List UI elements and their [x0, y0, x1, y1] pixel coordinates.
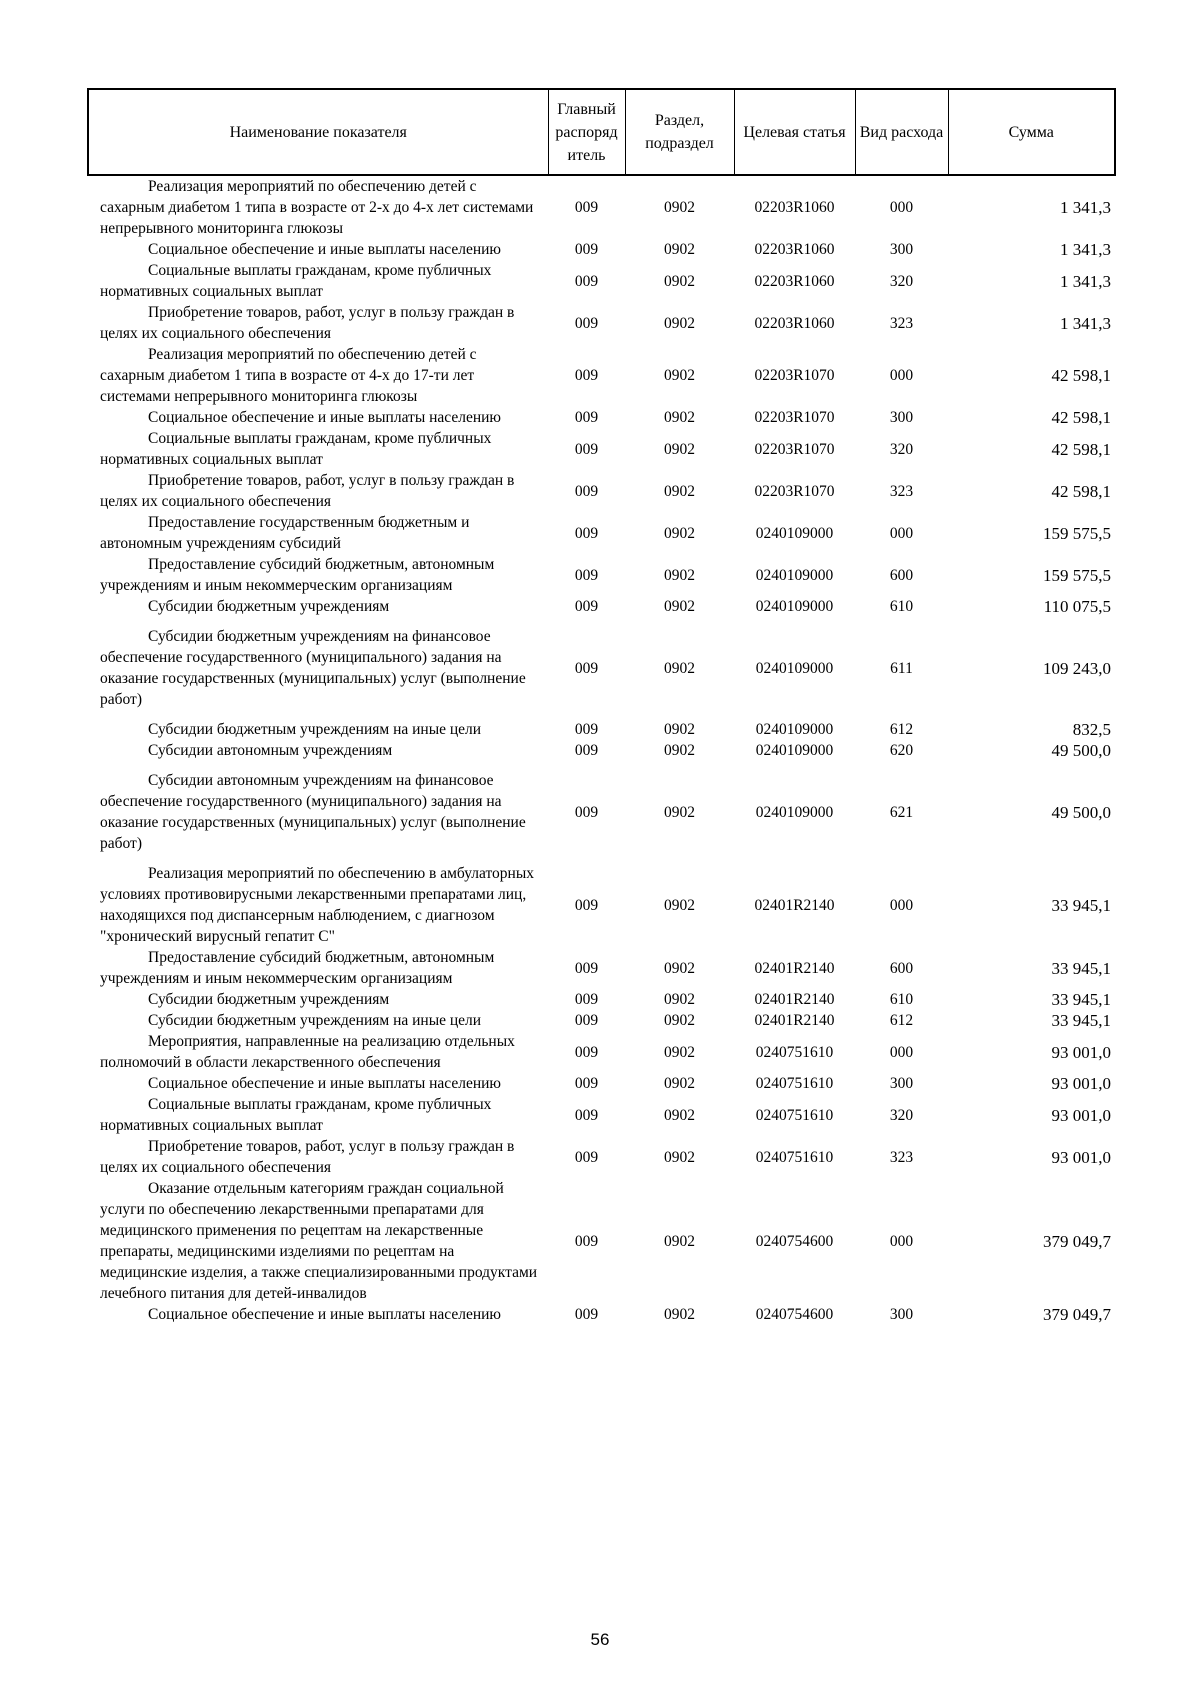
table-row	[88, 175, 1115, 239]
cell-vid: 320	[889, 440, 914, 458]
cell-name: Субсидии бюджетным учреждениям на финансовое обеспечение государственного (муниципального) задания на оказание государственных (муниципальных) услуг (выполнение работ)	[100, 628, 526, 708]
header-summa: Сумма	[948, 89, 1115, 175]
cell-vid: 000	[889, 199, 914, 216]
cell-grbs: 009	[574, 896, 599, 914]
cell-name: Оказание отдельным категориям граждан социальной услуги по обеспечению лекарственными препаратами для медицинского применения по рецептам на лекарственные препараты, медицинскими изделиями по рецептам на медицинские изделия, а также специализированными продуктами лечебного питания для детей-инвалидов	[100, 1180, 538, 1302]
cell-vid: 300	[889, 409, 914, 426]
cell-name: Приобретение товаров, работ, услуг в пользу граждан в целях их социального обеспечения	[100, 304, 515, 342]
table-row	[88, 407, 1115, 428]
cell-name: Предоставление субсидий бюджетным, автономным учреждениям и иным некоммерческим организациям	[100, 556, 495, 594]
table-row	[88, 1094, 1115, 1136]
cell-grbs: 009	[574, 803, 599, 821]
table-row	[88, 947, 1115, 989]
cell-grbs: 009	[574, 440, 599, 458]
budget-table	[87, 88, 1116, 1325]
cell-statya: 02203R1060	[754, 314, 835, 332]
table-row	[88, 596, 1115, 617]
cell-name: Субсидии бюджетным учреждениям на иные цели	[148, 721, 482, 738]
cell-grbs: 009	[574, 721, 599, 738]
table-body	[88, 175, 1115, 1325]
cell-statya: 0240751610	[755, 1043, 834, 1061]
cell-name: Субсидии бюджетным учреждениям	[148, 991, 390, 1008]
cell-razdel: 0902	[664, 803, 695, 821]
table-row	[88, 1073, 1115, 1094]
cell-statya: 0240109000	[755, 803, 834, 821]
cell-summa: 42 598,1	[1051, 439, 1111, 459]
cell-razdel: 0902	[664, 482, 695, 500]
cell-razdel: 0902	[664, 1043, 695, 1061]
cell-grbs: 009	[574, 742, 599, 759]
cell-statya: 02203R1060	[754, 199, 835, 216]
cell-vid: 600	[889, 566, 914, 584]
cell-statya: 0240751610	[755, 1148, 834, 1166]
cell-razdel: 0902	[664, 199, 695, 216]
cell-vid: 621	[889, 803, 914, 821]
cell-grbs: 009	[574, 566, 599, 584]
cell-grbs: 009	[574, 1148, 599, 1166]
cell-summa: 93 001,0	[1051, 1105, 1111, 1125]
cell-vid: 600	[889, 959, 914, 977]
cell-name: Реализация мероприятий по обеспечению в амбулаторных условиях противовирусными лекарственными препаратами лиц, находящихся под диспансерным наблюдением, с диагнозом "хронический вирусный гепатит С"	[100, 865, 535, 945]
cell-vid: 610	[889, 991, 914, 1008]
cell-vid: 611	[890, 659, 913, 677]
table-row	[88, 302, 1115, 344]
cell-razdel: 0902	[664, 721, 695, 738]
cell-summa: 33 945,1	[1051, 895, 1111, 915]
header-statya: Целевая статья	[734, 89, 855, 175]
cell-statya: 0240109000	[755, 659, 834, 677]
cell-summa: 379 049,7	[1043, 1231, 1111, 1251]
cell-statya: 02401R2140	[754, 991, 835, 1008]
cell-grbs: 009	[574, 482, 599, 500]
cell-name: Субсидии автономным учреждениям на финансовое обеспечение государственного (муниципального) задания на оказание государственных (муниципальных) услуг (выполнение работ)	[100, 772, 526, 852]
cell-statya: 02203R1070	[754, 482, 835, 500]
header-razdel: Раздел, подраздел	[625, 89, 734, 175]
cell-vid: 323	[889, 1148, 914, 1166]
cell-razdel: 0902	[664, 1075, 695, 1092]
cell-name: Социальные выплаты гражданам, кроме публичных нормативных социальных выплат	[100, 1096, 492, 1134]
cell-statya: 0240109000	[755, 524, 834, 542]
cell-name: Социальные выплаты гражданам, кроме публичных нормативных социальных выплат	[100, 262, 492, 300]
header-name: Наименование показателя	[88, 89, 548, 175]
cell-vid: 320	[889, 1106, 914, 1124]
cell-grbs: 009	[574, 409, 599, 426]
table-row	[88, 617, 1115, 719]
cell-grbs: 009	[574, 991, 599, 1008]
cell-razdel: 0902	[664, 524, 695, 542]
cell-name: Субсидии автономным учреждениям	[148, 742, 393, 759]
cell-summa: 93 001,0	[1051, 1074, 1111, 1093]
table-row	[88, 740, 1115, 761]
cell-vid: 300	[889, 1306, 914, 1323]
table-row	[88, 1010, 1115, 1031]
cell-vid: 300	[889, 241, 914, 258]
cell-summa: 49 500,0	[1051, 741, 1111, 760]
cell-summa: 110 075,5	[1043, 597, 1111, 616]
cell-razdel: 0902	[664, 659, 695, 677]
cell-vid: 000	[889, 367, 914, 384]
cell-name: Социальные выплаты гражданам, кроме публичных нормативных социальных выплат	[100, 430, 492, 468]
table-row	[88, 512, 1115, 554]
cell-summa: 33 945,1	[1051, 958, 1111, 978]
cell-razdel: 0902	[664, 1306, 695, 1323]
cell-grbs: 009	[574, 314, 599, 332]
cell-razdel: 0902	[664, 1012, 695, 1029]
cell-statya: 02203R1070	[754, 367, 835, 384]
cell-vid: 000	[889, 896, 914, 914]
cell-vid: 612	[889, 1012, 914, 1029]
header-grbs: Главный распоряд итель	[548, 89, 625, 175]
cell-vid: 300	[889, 1075, 914, 1092]
cell-statya: 02203R1070	[754, 440, 835, 458]
cell-name: Предоставление субсидий бюджетным, автономным учреждениям и иным некоммерческим организациям	[100, 949, 495, 987]
cell-summa: 42 598,1	[1051, 481, 1111, 501]
cell-name: Субсидии бюджетным учреждениям	[148, 598, 390, 615]
table-row	[88, 989, 1115, 1010]
table-row	[88, 1031, 1115, 1073]
cell-vid: 323	[889, 314, 914, 332]
cell-summa: 379 049,7	[1043, 1305, 1111, 1324]
table-row	[88, 554, 1115, 596]
cell-summa: 832,5	[1072, 720, 1111, 739]
table-row	[88, 1304, 1115, 1325]
cell-grbs: 009	[574, 1075, 599, 1092]
cell-grbs: 009	[574, 1043, 599, 1061]
cell-statya: 0240109000	[755, 566, 834, 584]
cell-statya: 0240109000	[755, 742, 834, 759]
cell-razdel: 0902	[664, 896, 695, 914]
cell-statya: 02401R2140	[754, 1012, 835, 1029]
cell-statya: 0240754600	[755, 1232, 834, 1250]
table-row	[88, 260, 1115, 302]
cell-vid: 320	[889, 272, 914, 290]
cell-vid: 000	[889, 524, 914, 542]
cell-razdel: 0902	[664, 440, 695, 458]
cell-grbs: 009	[574, 959, 599, 977]
table-row	[88, 239, 1115, 260]
cell-summa: 1 341,3	[1060, 240, 1111, 259]
header-vid: Вид расхода	[855, 89, 948, 175]
cell-statya: 02401R2140	[754, 896, 835, 914]
cell-razdel: 0902	[664, 241, 695, 258]
page-number: 56	[590, 1630, 610, 1649]
cell-name: Предоставление государственным бюджетным и автономным учреждениям субсидий	[100, 514, 470, 552]
cell-statya: 0240754600	[755, 1306, 834, 1323]
cell-summa: 93 001,0	[1051, 1042, 1111, 1062]
cell-razdel: 0902	[664, 1106, 695, 1124]
header-row	[88, 89, 1115, 175]
cell-razdel: 0902	[664, 566, 695, 584]
cell-summa: 33 945,1	[1051, 1011, 1111, 1030]
cell-razdel: 0902	[664, 1148, 695, 1166]
cell-summa: 33 945,1	[1051, 990, 1111, 1009]
cell-razdel: 0902	[664, 314, 695, 332]
cell-vid: 323	[889, 482, 914, 500]
cell-name: Приобретение товаров, работ, услуг в пользу граждан в целях их социального обеспечения	[100, 1138, 515, 1176]
cell-razdel: 0902	[664, 598, 695, 615]
cell-razdel: 0902	[664, 742, 695, 759]
cell-grbs: 009	[574, 1106, 599, 1124]
cell-vid: 612	[889, 721, 914, 738]
cell-grbs: 009	[574, 1306, 599, 1323]
cell-summa: 42 598,1	[1051, 366, 1111, 385]
cell-statya: 0240751610	[755, 1106, 834, 1124]
budget-document	[87, 88, 1114, 1325]
cell-razdel: 0902	[664, 409, 695, 426]
cell-summa: 1 341,3	[1060, 313, 1111, 333]
cell-name: Реализация мероприятий по обеспечению детей с сахарным диабетом 1 типа в возрасте от 2-х до 4-х лет системами непрерывного мониторинга глюкозы	[100, 178, 534, 237]
cell-vid: 620	[889, 742, 914, 759]
cell-vid: 000	[889, 1232, 914, 1250]
cell-summa: 159 575,5	[1043, 523, 1111, 543]
cell-statya: 0240751610	[755, 1075, 834, 1092]
cell-grbs: 009	[574, 1232, 599, 1250]
cell-grbs: 009	[574, 659, 599, 677]
cell-grbs: 009	[574, 367, 599, 384]
table-row	[88, 428, 1115, 470]
cell-statya: 02203R1070	[754, 409, 835, 426]
cell-name: Реализация мероприятий по обеспечению детей с сахарным диабетом 1 типа в возрасте от 4-х до 17-ти лет системами непрерывного мониторинга глюкозы	[100, 346, 477, 405]
cell-statya: 02401R2140	[754, 959, 835, 977]
cell-grbs: 009	[574, 598, 599, 615]
cell-name: Социальное обеспечение и иные выплаты населению	[148, 409, 502, 426]
cell-vid: 610	[889, 598, 914, 615]
cell-name: Приобретение товаров, работ, услуг в пользу граждан в целях их социального обеспечения	[100, 472, 515, 510]
cell-summa: 42 598,1	[1051, 408, 1111, 427]
cell-grbs: 009	[574, 199, 599, 216]
cell-razdel: 0902	[664, 959, 695, 977]
cell-razdel: 0902	[664, 272, 695, 290]
cell-name: Субсидии бюджетным учреждениям на иные цели	[148, 1012, 482, 1029]
cell-grbs: 009	[574, 272, 599, 290]
cell-statya: 0240109000	[755, 721, 834, 738]
cell-summa: 159 575,5	[1043, 565, 1111, 585]
table-row	[88, 344, 1115, 407]
table-row	[88, 1178, 1115, 1304]
cell-name: Социальное обеспечение и иные выплаты населению	[148, 1306, 502, 1323]
table-row	[88, 1136, 1115, 1178]
table-header	[88, 89, 1115, 175]
table-row	[88, 470, 1115, 512]
cell-summa: 1 341,3	[1060, 271, 1111, 291]
cell-name: Социальное обеспечение и иные выплаты населению	[148, 1075, 502, 1092]
cell-name: Социальное обеспечение и иные выплаты населению	[148, 241, 502, 258]
cell-statya: 02203R1060	[754, 272, 835, 290]
cell-vid: 000	[889, 1043, 914, 1061]
cell-summa: 93 001,0	[1051, 1147, 1111, 1167]
table-row	[88, 719, 1115, 740]
cell-razdel: 0902	[664, 1232, 695, 1250]
cell-grbs: 009	[574, 1012, 599, 1029]
cell-razdel: 0902	[664, 367, 695, 384]
cell-summa: 49 500,0	[1051, 802, 1111, 822]
cell-name: Мероприятия, направленные на реализацию отдельных полномочий в области лекарственного обеспечения	[100, 1033, 515, 1071]
cell-grbs: 009	[574, 241, 599, 258]
cell-statya: 0240109000	[755, 598, 834, 615]
cell-statya: 02203R1060	[754, 241, 835, 258]
cell-razdel: 0902	[664, 991, 695, 1008]
table-row	[88, 863, 1115, 947]
cell-grbs: 009	[574, 524, 599, 542]
cell-summa: 109 243,0	[1043, 658, 1111, 678]
table-row	[88, 761, 1115, 863]
cell-summa: 1 341,3	[1060, 198, 1111, 217]
